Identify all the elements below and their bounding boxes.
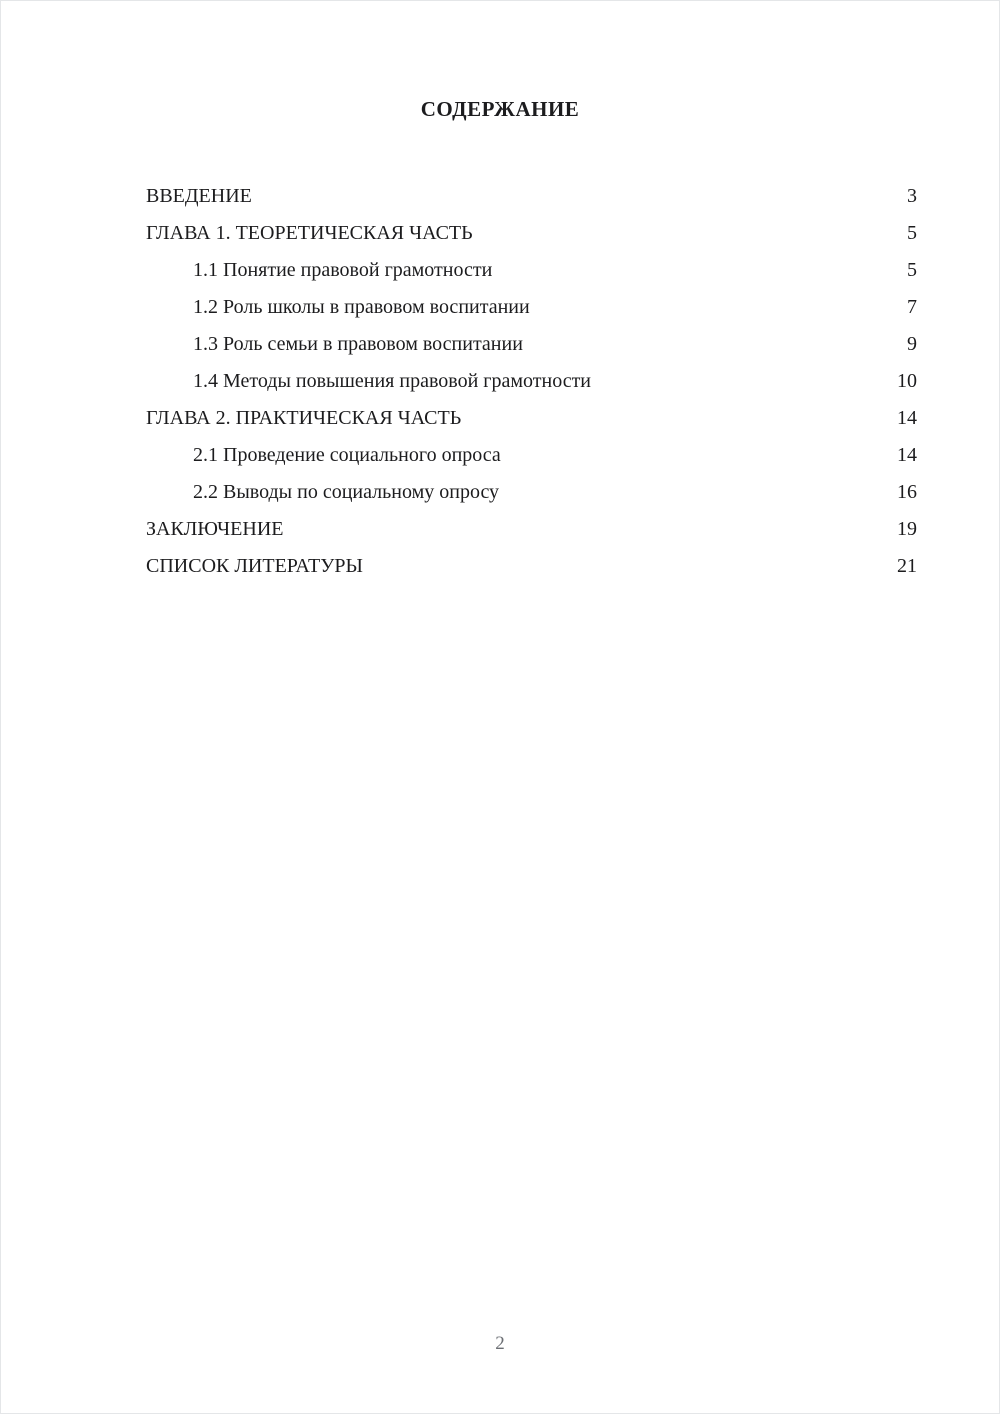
toc-entry-page-number: 10: [897, 370, 917, 392]
toc-entry-label: ВВЕДЕНИЕ: [146, 185, 252, 207]
page-title: СОДЕРЖАНИЕ: [420, 97, 580, 121]
toc-entry-glava-1: [146, 215, 917, 252]
table-of-contents: [1, 178, 999, 585]
toc-entry-page-number: 16: [897, 481, 917, 503]
toc-entry-page-number: 5: [907, 222, 917, 244]
toc-entry-page-number: 9: [907, 333, 917, 355]
toc-entry-1-2: [146, 289, 917, 326]
toc-entry-page-number: 5: [907, 259, 917, 281]
toc-entry-page-number: 3: [907, 185, 917, 207]
toc-entry-page-number: 19: [897, 518, 917, 540]
toc-entry-zaklyuchenie: [146, 511, 917, 548]
toc-entry-page-number: 14: [897, 407, 917, 429]
toc-entry-1-3: [146, 326, 917, 363]
toc-entry-label: 1.1 Понятие правовой грамотности: [193, 259, 493, 281]
toc-entry-1-4: [146, 363, 917, 400]
footer-page-number: 2: [495, 1333, 505, 1354]
toc-entry-glava-2: [146, 400, 917, 437]
toc-entry-page-number: 21: [897, 555, 917, 577]
toc-entry-label: 2.2 Выводы по социальному опросу: [193, 481, 500, 503]
toc-entry-label: 1.3 Роль семьи в правовом воспитании: [193, 333, 523, 355]
toc-entry-label: 2.1 Проведение социального опроса: [193, 444, 501, 466]
toc-entry-label: 1.4 Методы повышения правовой грамотности: [193, 370, 592, 392]
toc-entry-label: СПИСОК ЛИТЕРАТУРЫ: [146, 555, 363, 577]
toc-entry-page-number: 14: [897, 444, 917, 466]
toc-entry-label: ГЛАВА 1. ТЕОРЕТИЧЕСКАЯ ЧАСТЬ: [146, 222, 473, 244]
toc-entry-2-1: [146, 437, 917, 474]
toc-entry-vvedenie: [146, 178, 917, 215]
toc-entry-page-number: 7: [907, 296, 917, 318]
toc-entry-spisok-literatury: [146, 548, 917, 585]
toc-entry-label: ЗАКЛЮЧЕНИЕ: [146, 518, 284, 540]
toc-entry-label: ГЛАВА 2. ПРАКТИЧЕСКАЯ ЧАСТЬ: [146, 407, 462, 429]
toc-entry-1-1: [146, 252, 917, 289]
toc-entry-label: 1.2 Роль школы в правовом воспитании: [193, 296, 530, 318]
toc-entry-2-2: [146, 474, 917, 511]
